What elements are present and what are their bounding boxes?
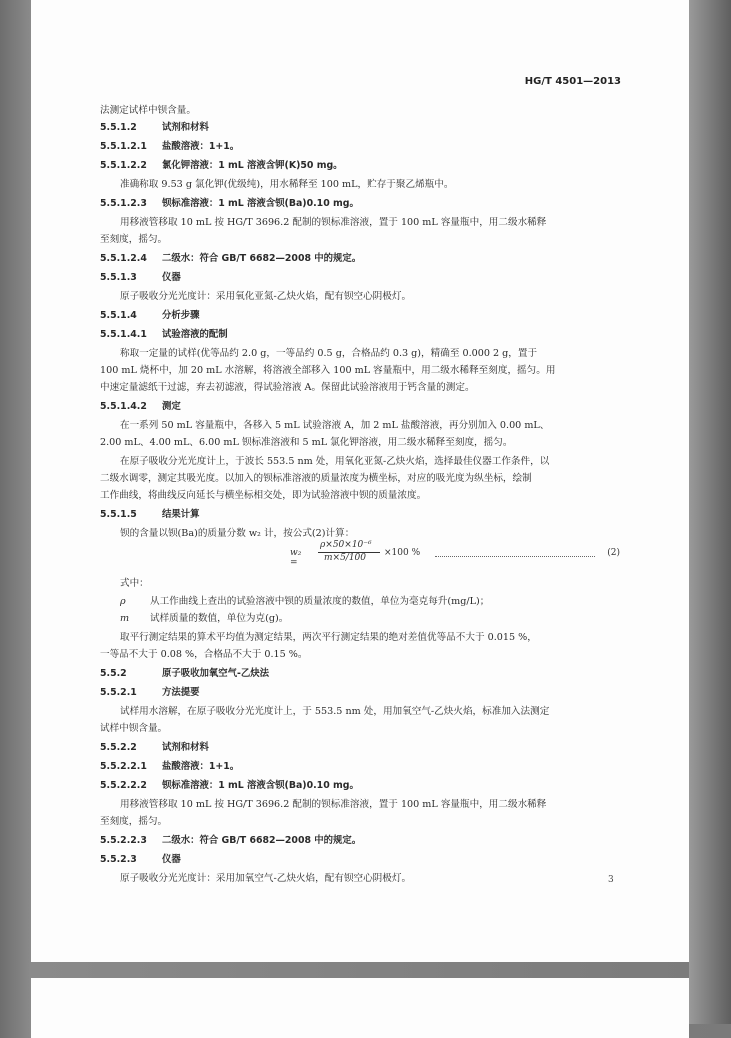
- text-line: [100, 705, 640, 719]
- line-text: 钡的含量以钡(Ba)的质量分数 w₂ 计，按公式(2)计算：: [120, 528, 355, 539]
- section-heading: [100, 760, 620, 774]
- section-heading: [100, 400, 620, 414]
- line-text: 用移液管移取 10 mL 按 HG/T 3696.2 配制的钡标准溶液，置于 100 mL 容量瓶中，用二级水稀释: [120, 217, 547, 228]
- text-line: [100, 178, 640, 192]
- line-text: 原子吸收加氧空气-乙炔法: [162, 668, 270, 679]
- text-line: [100, 347, 640, 361]
- text-line: [100, 489, 620, 503]
- text-line: [100, 798, 640, 812]
- page-number: 3: [608, 875, 614, 885]
- section-heading: [100, 328, 620, 342]
- text-line: [100, 419, 640, 433]
- line-text: 二级水调零，测定其吸光度。以加入的钡标准溶液的质量浓度为横坐标，对应的吸光度为纵坐标，绘制: [100, 473, 532, 484]
- section-number: 5.5.2.3: [100, 854, 137, 865]
- section-heading: [100, 121, 620, 135]
- line-text: 方法提要: [162, 687, 200, 698]
- section-number: 5.5.2: [100, 668, 127, 679]
- text-line: [100, 364, 620, 378]
- line-text: 至刻度，摇匀。: [100, 816, 168, 827]
- text-line: [100, 631, 640, 645]
- section-heading: [100, 309, 620, 323]
- text-line: [100, 872, 640, 886]
- line-text: 式中：: [120, 578, 149, 589]
- text-line: [100, 290, 640, 304]
- line-text: 准确称取 9.53 g 氯化钾(优级纯)，用水稀释至 100 mL，贮存于聚乙烯瓶中。: [120, 179, 454, 190]
- text-line: [100, 612, 640, 626]
- line-text: 称取一定量的试样(优等品约 2.0 g，一等品约 0.5 g，合格品约 0.3 g)，精确至 0.000 2 g，置于: [120, 348, 538, 359]
- line-text: 试验溶液的配制: [162, 329, 228, 340]
- text-line: [100, 455, 640, 469]
- section-heading: [100, 508, 620, 522]
- section-number: 5.5.1.2.4: [100, 253, 147, 264]
- standard-header: HG/T 4501—2013: [524, 76, 621, 87]
- line-text: 原子吸收分光光度计：采用加氧空气-乙炔火焰，配有钡空心阴极灯。: [120, 873, 412, 884]
- formula-denominator: m×5/100: [324, 553, 367, 563]
- scroll-shadow: [689, 0, 731, 1024]
- section-number: 5.5.2.1: [100, 687, 137, 698]
- section-number: 5.5.2.2.2: [100, 780, 147, 791]
- formula-numerator: ρ×50×10⁻⁶: [320, 540, 372, 550]
- line-text: 试剂和材料: [162, 742, 209, 753]
- line-text: 盐酸溶液：1+1。: [162, 141, 240, 152]
- line-text: 二级水：符合 GB/T 6682—2008 中的规定。: [162, 835, 362, 846]
- section-heading: [100, 741, 620, 755]
- section-number: 5.5.2.2.3: [100, 835, 147, 846]
- section-heading: [100, 252, 620, 266]
- section-number: 5.5.1.4: [100, 310, 137, 321]
- line-text: 一等品不大于 0.08 %，合格品不大于 0.15 %。: [100, 649, 308, 660]
- section-number: 5.5.1.5: [100, 509, 137, 520]
- text-line: [100, 472, 620, 486]
- line-text: 试样中钡含量。: [100, 723, 168, 734]
- section-heading: [100, 159, 620, 173]
- section-number: 5.5.1.3: [100, 272, 137, 283]
- line-text: 结果计算: [162, 509, 200, 520]
- line-text: 工作曲线，将曲线反向延长与横坐标相交处，即为试验溶液中钡的质量浓度。: [100, 490, 427, 501]
- text-line: [100, 722, 620, 736]
- section-number: 5.5.1.2.3: [100, 198, 147, 209]
- line-text: 2.00 mL、4.00 mL、6.00 mL 钡标准溶液和 5 mL 氯化钾溶液，用二级水稀释至刻度，摇匀。: [100, 437, 513, 448]
- line-text: 钡标准溶液：1 mL 溶液含钡(Ba)0.10 mg。: [162, 198, 359, 209]
- formula-tail: ×100 %: [384, 548, 421, 558]
- line-text: 分析步骤: [162, 310, 200, 321]
- line-text: 试样质量的数值，单位为克(g)。: [150, 613, 289, 624]
- section-number: 5.5.2.2: [100, 742, 137, 753]
- symbol: ρ: [120, 596, 126, 607]
- symbol: m: [120, 613, 130, 624]
- formula-leader-dots: [435, 548, 595, 557]
- text-line: [100, 216, 640, 230]
- formula-number: (2): [607, 548, 620, 558]
- line-text: 二级水：符合 GB/T 6682—2008 中的规定。: [162, 253, 362, 264]
- line-text: 盐酸溶液：1+1。: [162, 761, 240, 772]
- formula-lhs: w₂ =: [290, 548, 302, 568]
- text-line: [100, 436, 620, 450]
- section-heading: [100, 834, 620, 848]
- line-text: 在原子吸收分光光度计上，于波长 553.5 nm 处，用氧化亚氮-乙炔火焰，选择最佳仪器工作条件，以: [120, 456, 550, 467]
- line-text: 测定: [162, 401, 181, 412]
- section-heading: [100, 853, 620, 867]
- line-text: 仪器: [162, 854, 181, 865]
- line-text: 100 mL 烧杯中，加 20 mL 水溶解，将溶液全部移入 100 mL 容量瓶中，用二级水稀释至刻度，摇匀。用: [100, 365, 556, 376]
- text-line: [100, 815, 620, 829]
- section-number: 5.5.1.4.1: [100, 329, 147, 340]
- section-heading: [100, 667, 620, 681]
- text-line: [100, 527, 640, 541]
- line-text: 试剂和材料: [162, 122, 209, 133]
- section-heading: [100, 779, 620, 793]
- section-number: 5.5.2.2.1: [100, 761, 147, 772]
- line-text: 中速定量滤纸干过滤，弃去初滤液，得试验溶液 A。保留此试验溶液用于钙含量的测定。: [100, 382, 475, 393]
- section-number: 5.5.1.4.2: [100, 401, 147, 412]
- line-text: 从工作曲线上查出的试验溶液中钡的质量浓度的数值，单位为毫克每升(mg/L)；: [150, 596, 490, 607]
- line-text: 取平行测定结果的算术平均值为测定结果，两次平行测定结果的绝对差值优等品不大于 0.015 %，: [120, 632, 537, 643]
- line-text: 试样用水溶解，在原子吸收分光光度计上，于 553.5 nm 处，用加氧空气-乙炔火焰，标准加入法测定: [120, 706, 550, 717]
- line-text: 氯化钾溶液：1 mL 溶液含钾(K)50 mg。: [162, 160, 343, 171]
- section-number: 5.5.1.2.1: [100, 141, 147, 152]
- text-line: [100, 104, 620, 118]
- text-line: [100, 233, 620, 247]
- line-text: 法测定试样中钡含量。: [100, 105, 196, 116]
- section-heading: [100, 271, 620, 285]
- line-text: 钡标准溶液：1 mL 溶液含钡(Ba)0.10 mg。: [162, 780, 359, 791]
- text-line: [100, 577, 640, 591]
- text-line: [100, 595, 640, 609]
- section-heading: [100, 140, 620, 154]
- section-number: 5.5.1.2.2: [100, 160, 147, 171]
- line-text: 在一系列 50 mL 容量瓶中，各移入 5 mL 试验溶液 A，加 2 mL 盐酸溶液，再分别加入 0.00 mL、: [120, 420, 550, 431]
- text-line: [100, 381, 620, 395]
- formula-2: [290, 540, 620, 570]
- line-text: 原子吸收分光光度计：采用氧化亚氮-乙炔火焰，配有钡空心阴极灯。: [120, 291, 412, 302]
- line-text: 至刻度，摇匀。: [100, 234, 168, 245]
- section-number: 5.5.1.2: [100, 122, 137, 133]
- section-heading: [100, 197, 620, 211]
- next-page-edge: [31, 978, 689, 1038]
- section-heading: [100, 686, 620, 700]
- line-text: 用移液管移取 10 mL 按 HG/T 3696.2 配制的钡标准溶液，置于 100 mL 容量瓶中，用二级水稀释: [120, 799, 547, 810]
- line-text: 仪器: [162, 272, 181, 283]
- text-line: [100, 648, 620, 662]
